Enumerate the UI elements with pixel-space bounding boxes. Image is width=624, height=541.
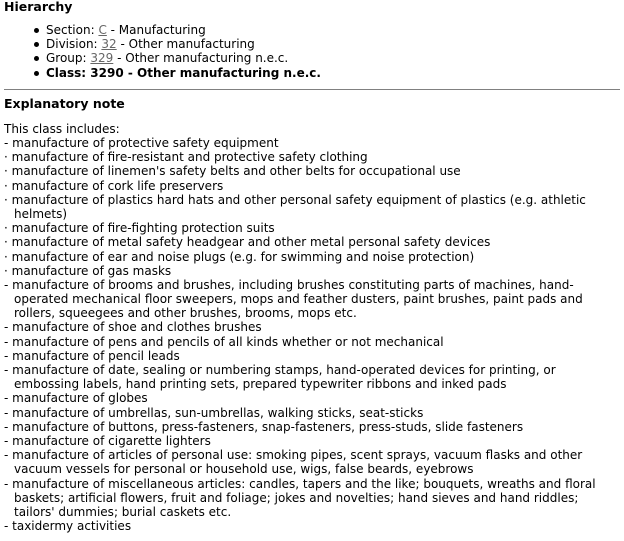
note-subline: · manufacture of ear and noise plugs (e.g. for swimming and noise protection) <box>4 249 475 264</box>
hierarchy-list <box>4 23 620 80</box>
hierarchy-item-group <box>32 51 620 65</box>
class-label: Class: 3290 - Other manufacturing n.e.c. <box>46 65 321 80</box>
group-label: Group: <box>46 51 91 66</box>
hierarchy-heading: Hierarchy <box>4 0 73 14</box>
note-intro: This class includes: <box>4 121 120 136</box>
note-subline: · manufacture of metal safety headgear and other metal personal safety devices <box>4 235 491 250</box>
note-line: - manufacture of pens and pencils of all kinds whether or not mechanical <box>4 334 444 349</box>
section-code-link[interactable]: C <box>98 23 107 37</box>
group-code-link[interactable]: 329 <box>90 51 114 66</box>
note-line: - manufacture of umbrellas, sun-umbrellas, walking sticks, seat-sticks <box>4 405 424 420</box>
note-line: - manufacture of miscellaneous articles: candles, tapers and the like; bouquets, wreaths and floral baskets; artificial flowers, fruit and foliage; jokes and novelties; hand sieves and hand riddles; tailors' dummies; burial caskets etc. <box>4 476 596 519</box>
note-line: - manufacture of brooms and brushes, including brushes constituting parts of machines, hand-operated mechanical floor sweepers, mops and feather dusters, paint brushes, paint pads and rollers, squeegees and other brushes, brooms, mops etc. <box>4 277 583 321</box>
division-code-link[interactable]: 32 <box>101 37 117 52</box>
hierarchy-item-section <box>32 23 620 37</box>
classification-page <box>4 0 620 533</box>
note-line: - manufacture of shoe and clothes brushes <box>4 320 262 335</box>
note-subline: · manufacture of cork life preservers <box>4 178 224 193</box>
note-line: - manufacture of globes <box>4 391 148 406</box>
note-subline: · manufacture of fire-fighting protection suits <box>4 221 275 236</box>
explanatory-note-heading: Explanatory note <box>4 95 125 111</box>
note-line: - manufacture of articles of personal use: smoking pipes, scent sprays, vacuum flasks and other vacuum vessels for personal or household use, wigs, false beards, eyebrows <box>4 448 583 477</box>
hierarchy-item-class <box>32 66 620 80</box>
note-subline: · manufacture of linemen's safety belts and other belts for occupational use <box>4 164 461 179</box>
group-description: - Other manufacturing n.e.c. <box>113 51 289 66</box>
note-line: - manufacture of cigarette lighters <box>4 433 211 448</box>
note-subline: · manufacture of fire-resistant and protective safety clothing <box>4 150 368 165</box>
division-label: Division: <box>46 37 102 52</box>
note-line: - manufacture of protective safety equipment <box>4 136 279 150</box>
section-description: - Manufacturing <box>106 23 206 37</box>
section-divider <box>4 89 620 90</box>
hierarchy-item-division <box>32 37 620 51</box>
note-line: - manufacture of date, sealing or numbering stamps, hand-operated devices for printing, or embossing labels, hand printing sets, prepared typewriter ribbons and inked pads <box>4 363 556 392</box>
note-line: - manufacture of buttons, press-fasteners, snap-fasteners, press-studs, slide fasteners <box>4 419 524 434</box>
explanatory-note-body <box>4 122 620 533</box>
section-label: Section: <box>46 23 99 37</box>
division-description: - Other manufacturing <box>116 37 255 52</box>
note-subline: · manufacture of plastics hard hats and other personal safety equipment of plastics (e.g. athletic helmets) <box>4 192 586 221</box>
note-line: - manufacture of pencil leads <box>4 348 180 363</box>
note-line: - taxidermy activities <box>4 519 132 534</box>
note-subline: · manufacture of gas masks <box>4 263 172 278</box>
